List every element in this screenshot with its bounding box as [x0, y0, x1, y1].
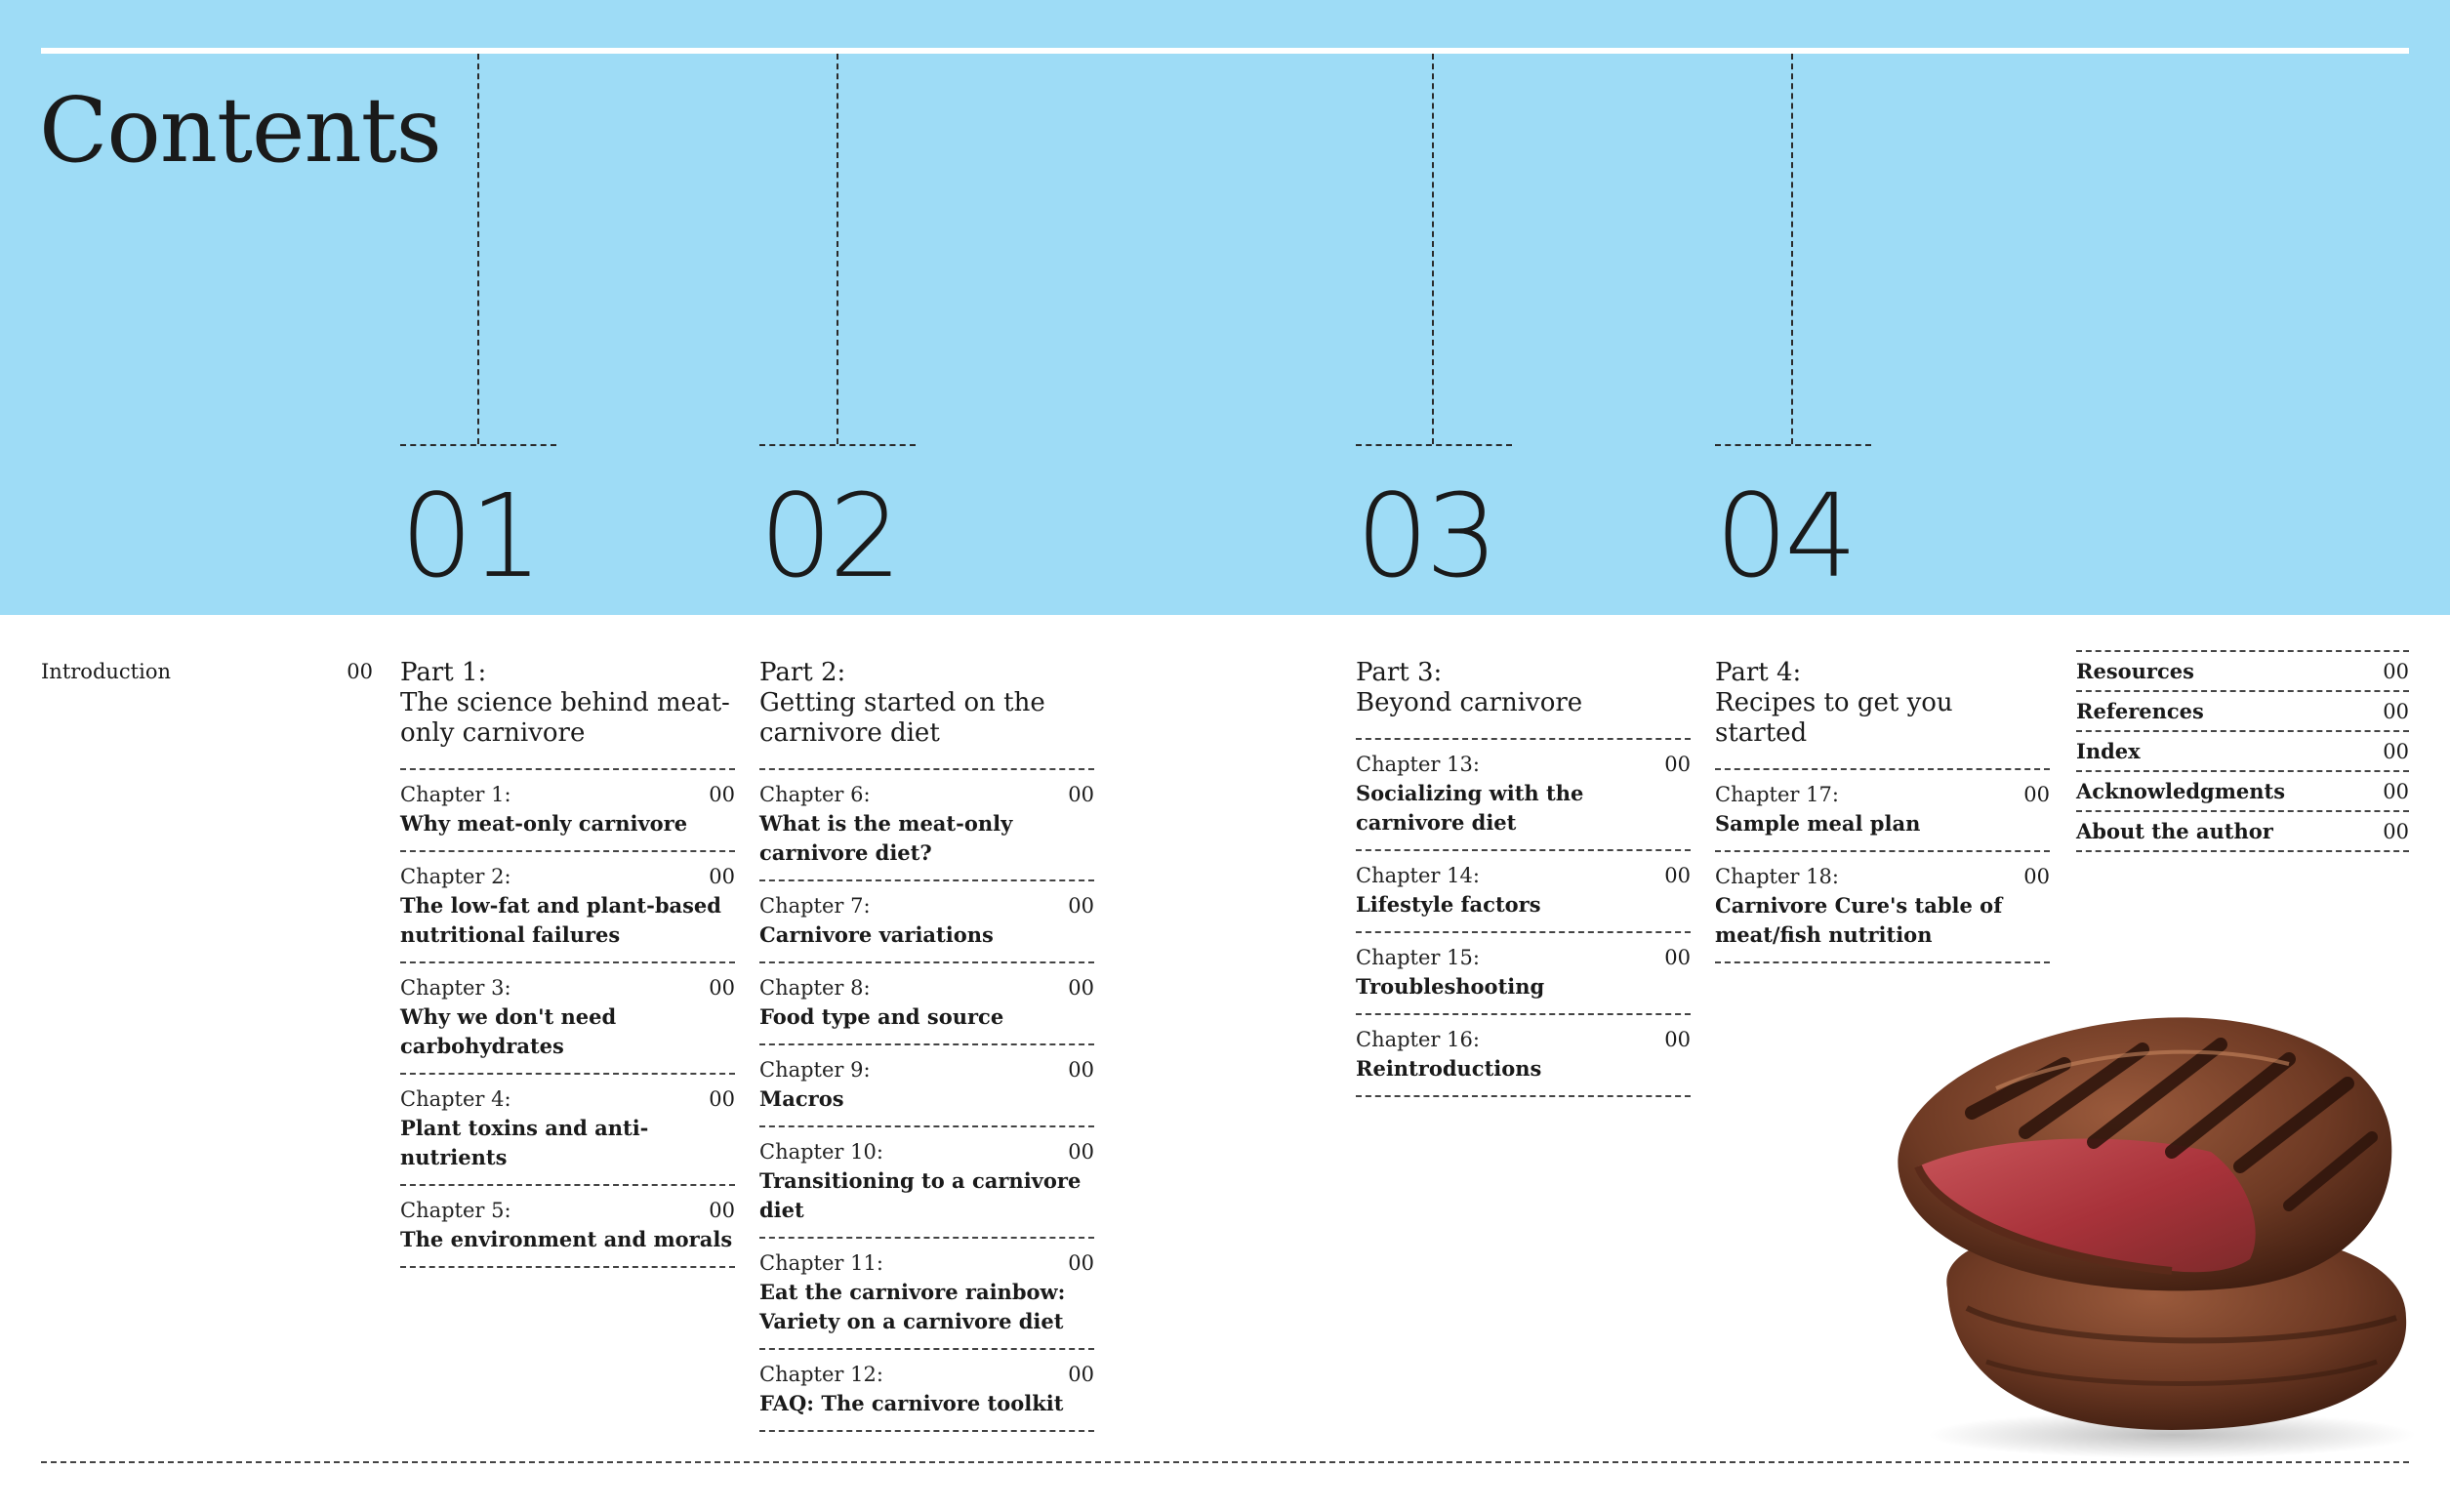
toc-chapter-entry[interactable] [759, 770, 1094, 881]
toc-backmatter-entry[interactable] [2076, 652, 2409, 692]
backmatter-label: Index [2076, 739, 2141, 763]
chapter-label: Chapter 17: [1715, 783, 1839, 806]
part-1-leader [477, 54, 479, 444]
chapter-label: Chapter 9: [759, 1058, 871, 1082]
introduction-label: Introduction [41, 660, 171, 683]
toc-backmatter-entry[interactable] [2076, 812, 2409, 852]
chapter-label: Chapter 1: [400, 783, 511, 806]
chapter-title: Transitioning to a carnivore diet [759, 1168, 1082, 1222]
chapter-page-number: 00 [1664, 946, 1691, 969]
chapter-title: The low-fat and plant-based nutritional failures [400, 893, 721, 947]
chapter-title: Plant toxins and anti-nutrients [400, 1116, 649, 1169]
chapter-label: Chapter 16: [1356, 1028, 1480, 1051]
part-label: Part 4: [1715, 658, 1802, 687]
toc-chapter-entry[interactable] [400, 1075, 735, 1186]
toc-chapter-entry[interactable] [1715, 770, 2050, 852]
top-rule [41, 48, 2409, 54]
part-title: The science behind meat-only carnivore [400, 688, 730, 748]
toc-chapter-entry[interactable] [759, 963, 1094, 1045]
chapter-title: Sample meal plan [1715, 811, 1921, 836]
toc-chapter-entry[interactable] [1356, 851, 1691, 933]
chapter-label: Chapter 7: [759, 894, 871, 918]
part-3-leader-base [1356, 444, 1512, 446]
toc-chapter-entry[interactable] [400, 852, 735, 963]
steak-image [1879, 996, 2426, 1464]
toc-chapter-entry[interactable] [1715, 852, 2050, 963]
toc-backmatter-entry[interactable] [2076, 772, 2409, 812]
chapter-label: Chapter 4: [400, 1087, 511, 1111]
part-2-leader [837, 54, 838, 444]
toc-chapter-entry[interactable] [759, 1239, 1094, 1350]
toc-chapter-entry[interactable] [759, 1045, 1094, 1127]
chapter-page-number: 00 [2023, 865, 2050, 888]
backmatter-page-number: 00 [2383, 740, 2409, 763]
toc-chapter-entry[interactable] [759, 881, 1094, 963]
toc-backmatter-entry[interactable] [2076, 732, 2409, 772]
part-2-number: 02 [759, 469, 899, 603]
chapter-title: Why meat-only carnivore [400, 811, 688, 836]
chapter-page-number: 00 [1068, 1251, 1094, 1275]
chapter-title: Carnivore Cure's table of meat/fish nutrition [1715, 893, 2003, 947]
chapter-page-number: 00 [1068, 976, 1094, 1000]
chapter-page-number: 00 [1068, 1140, 1094, 1164]
toc-chapter-entry[interactable] [759, 1127, 1094, 1239]
chapter-title: Eat the carnivore rainbow: Variety on a carnivore diet [759, 1280, 1066, 1333]
chapter-label: Chapter 10: [759, 1140, 883, 1164]
chapter-page-number: 00 [2023, 783, 2050, 806]
part-2-leader-base [759, 444, 916, 446]
contents-title: Contents [39, 78, 441, 183]
part-title: Beyond carnivore [1356, 688, 1583, 717]
part-1-column [400, 658, 735, 1268]
chapter-title: FAQ: The carnivore toolkit [759, 1391, 1064, 1415]
chapter-label: Chapter 2: [400, 865, 511, 888]
toc-chapter-entry[interactable] [1356, 1015, 1691, 1097]
part-heading [1356, 658, 1691, 740]
chapter-title: Why we don't need carbohydrates [400, 1004, 617, 1058]
part-3-column [1356, 658, 1691, 1097]
chapter-page-number: 00 [709, 783, 735, 806]
toc-entry-introduction[interactable] [41, 660, 373, 683]
introduction-page: 00 [347, 660, 373, 683]
chapter-page-number: 00 [1068, 1363, 1094, 1386]
chapter-page-number: 00 [1664, 1028, 1691, 1051]
chapter-page-number: 00 [1068, 894, 1094, 918]
chapter-title: What is the meat-only carnivore diet? [759, 811, 1013, 865]
chapter-page-number: 00 [1664, 864, 1691, 887]
chapter-title: Socializing with the carnivore diet [1356, 781, 1584, 835]
backmatter-label: Acknowledgments [2076, 779, 2286, 803]
toc-chapter-entry[interactable] [400, 963, 735, 1075]
part-4-leader-base [1715, 444, 1871, 446]
part-label: Part 1: [400, 658, 487, 687]
part-title: Getting started on the carnivore diet [759, 688, 1045, 748]
chapter-label: Chapter 14: [1356, 864, 1480, 887]
chapter-title: Food type and source [759, 1004, 1004, 1029]
part-3-number: 03 [1356, 469, 1495, 603]
chapter-title: Carnivore variations [759, 922, 994, 947]
chapter-label: Chapter 6: [759, 783, 871, 806]
chapter-title: Lifestyle factors [1356, 892, 1541, 917]
toc-chapter-entry[interactable] [1356, 933, 1691, 1015]
chapter-title: The environment and morals [400, 1227, 733, 1251]
chapter-label: Chapter 15: [1356, 946, 1480, 969]
backmatter-label: Resources [2076, 659, 2194, 683]
part-heading [759, 658, 1094, 770]
part-4-leader [1791, 54, 1793, 444]
chapter-page-number: 00 [1068, 1058, 1094, 1082]
backmatter-page-number: 00 [2383, 700, 2409, 723]
part-1-number: 01 [400, 469, 540, 603]
toc-chapter-entry[interactable] [400, 1186, 735, 1268]
part-1-leader-base [400, 444, 556, 446]
chapter-page-number: 00 [709, 1087, 735, 1111]
backmatter-page-number: 00 [2383, 820, 2409, 843]
chapter-title: Reintroductions [1356, 1056, 1542, 1081]
chapter-label: Chapter 8: [759, 976, 871, 1000]
chapter-page-number: 00 [1068, 783, 1094, 806]
chapter-page-number: 00 [709, 865, 735, 888]
part-heading [400, 658, 735, 770]
chapter-label: Chapter 12: [759, 1363, 883, 1386]
part-3-leader [1432, 54, 1434, 444]
chapter-label: Chapter 13: [1356, 753, 1480, 776]
chapter-label: Chapter 11: [759, 1251, 883, 1275]
part-heading [1715, 658, 2050, 770]
part-label: Part 2: [759, 658, 846, 687]
chapter-title: Macros [759, 1086, 844, 1111]
part-2-column [759, 658, 1094, 1432]
chapter-page-number: 00 [1664, 753, 1691, 776]
chapter-label: Chapter 18: [1715, 865, 1839, 888]
part-4-column [1715, 658, 2050, 963]
backmatter-label: References [2076, 699, 2204, 723]
part-4-number: 04 [1715, 469, 1855, 603]
chapter-page-number: 00 [709, 1199, 735, 1222]
chapter-title: Troubleshooting [1356, 974, 1545, 999]
chapter-label: Chapter 3: [400, 976, 511, 1000]
backmatter-label: About the author [2076, 819, 2273, 843]
part-title: Recipes to get you started [1715, 688, 1953, 748]
toc-chapter-entry[interactable] [400, 770, 735, 852]
backmatter-page-number: 00 [2383, 780, 2409, 803]
chapter-label: Chapter 5: [400, 1199, 511, 1222]
backmatter-page-number: 00 [2383, 660, 2409, 683]
toc-chapter-entry[interactable] [1356, 740, 1691, 851]
chapter-page-number: 00 [709, 976, 735, 1000]
part-label: Part 3: [1356, 658, 1443, 687]
backmatter-list [2076, 650, 2409, 852]
toc-backmatter-entry[interactable] [2076, 692, 2409, 732]
toc-chapter-entry[interactable] [759, 1350, 1094, 1432]
